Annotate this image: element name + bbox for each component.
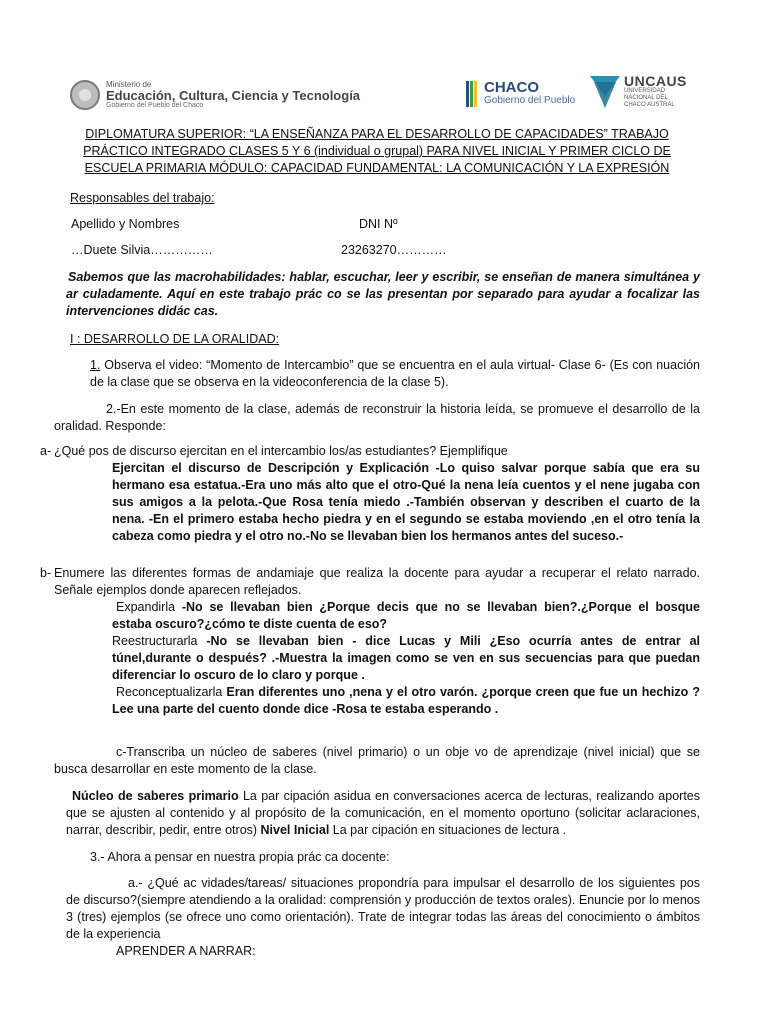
item-3: 3.- Ahora a pensar en nuestra propia prác ca docente: (90, 850, 390, 864)
question-a-text: ¿Qué pos de discurso ejercitan en el intercambio los/as estudiantes? Ejemplifique (54, 444, 508, 458)
chaco-bars-icon (466, 81, 478, 107)
aprender-a-narrar: APRENDER A NARRAR: (116, 944, 256, 958)
question-b: b- Enumere las diferentes formas de andamiaje que realiza la docente para ayudar a recuperar el relato narrado. Señale ejemplos donde aparecen reflejados. (40, 566, 700, 597)
ministry-logo (70, 80, 360, 110)
answer-b-expandirla (54, 599, 700, 633)
answer-b-reestructurarla (54, 633, 700, 684)
answer-b-reconceptualizarla (54, 684, 700, 718)
uncaus-mark-icon (590, 74, 620, 110)
argentina-seal-icon (70, 80, 100, 110)
column-name: Apellido y Nombres (71, 217, 180, 231)
uncaus-logo (590, 74, 687, 110)
uncaus-sub1: UNIVERSIDAD (624, 88, 666, 94)
chaco-gov: Gobierno del Pueblo (484, 95, 576, 106)
nucleo-label: Núcleo de saberes primario (72, 789, 239, 803)
responsables-heading: Responsables del trabajo: (70, 191, 215, 205)
question-c: c-Transcriba un núcleo de saberes (nivel primario) o un obje vo de aprendizaje (nivel inicial) que se busca desarrollar en este momento de la clase. (54, 745, 700, 776)
item-2: 2.-En este momento de la clase, además de reconstruir la historia leída, se promueve el desarrollo de la oralidad. Responde: (54, 402, 700, 433)
chaco-name: CHACO (484, 79, 539, 96)
expandirla-text: -No se llevaban bien ¿Porque decis que no se llevaban bien?.¿Porque el bosque estaba oscuro?¿cómo te diste cuenta de eso? (112, 600, 700, 631)
columns-values (54, 242, 700, 259)
title-line-2: PRÁCTICO INTEGRADO CLASES 5 Y 6 (individual o grupal) PARA NIVEL INICIAL Y PRIMER CICLO DE (83, 144, 671, 158)
item-1 (54, 357, 700, 391)
reestructurarla-label: Reestructurarla (112, 634, 198, 648)
document-body (40, 126, 700, 960)
item-1-number: 1. (90, 358, 101, 372)
nivel-inicial-label: Nivel Inicial (260, 823, 330, 837)
ministry-small: Ministerio de (106, 80, 152, 89)
item-1-text: Observa el video: “Momento de Intercambio” que se encuentra en el aula virtual- Clase 6- (Es con nuación de la clase que se observa en la videoconferencia de la clase 5). (90, 358, 700, 389)
reestructurarla-text: -No se llevaban bien - dice Lucas y Mili ¿Eso ocurría antes de entrar al túnel,durante o después? .-Muestra la imagen como se ven en sus secuencias para que puedan diferenciar lo oscuro de lo claro y porque . (112, 634, 700, 682)
question-b-text: Enumere las diferentes formas de andamiaje que realiza la docente para ayudar a recuperar el relato narrado. Señale ejemplos donde aparecen reflejados. (54, 566, 700, 597)
answer-a: Ejercitan el discurso de Descripción y Explicación -Lo quiso salvar porque sabía que era su hermano esa estatua.-Era uno más alto que el otro-Qué la nena leía cuentos y el nene jugaba con sus amigos a la pelota.-Que Rosa tenía miedo .-También observan y describen el cuarto de la nena. -En el primero estaba hecho piedra y en el segundo se estaba moviendo ,en el otro tenía la cabeza como piedra y el otro no.-No se llevaban bien los hermanos antes del suceso.- (112, 461, 700, 543)
question-a: a- ¿Qué pos de discurso ejercitan en el intercambio los/as estudiantes? Ejemplifique (40, 444, 508, 458)
reconceptualizarla-label: Reconceptualizarla (116, 685, 223, 699)
answer-c (54, 788, 700, 839)
value-dni: 23263270………… (341, 243, 447, 257)
uncaus-name: UNCAUS (624, 73, 687, 89)
reconceptualizarla-text: Eran diferentes uno ,nena y el otro varón. ¿porque creen que fue un hechizo ?Lee una parte del cuento donde dice -Rosa te estaba esperando . (112, 685, 700, 716)
ministry-gov: Gobierno del Pueblo del Chaco (106, 102, 204, 109)
ministry-name: Educación, Cultura, Ciencia y Tecnología (106, 88, 361, 103)
chaco-logo (466, 80, 575, 107)
value-name: …Duete Silvia…………… (71, 243, 213, 257)
uncaus-sub3: CHACO AUSTRAL (624, 101, 675, 108)
section-oralidad-heading: I : DESARROLLO DE LA ORALIDAD: (70, 332, 280, 346)
intro-paragraph: Sabemos que las macrohabilidades: hablar, escuchar, leer y escribir, se enseñan de manera simultánea y ar culadamente. Aquí en este trabajo prác co se las presentan por separado para ayudar a focalizar las intervenciones didác cas. (66, 270, 700, 318)
expandirla-label: Expandirla (116, 600, 176, 614)
columns-header (54, 216, 700, 233)
column-dni: DNI Nº (359, 217, 398, 231)
nucleo-text: La par cipación asidua en conversaciones acerca de lecturas, realizando aportes que se ajusten al contenido y al propósito de la comunicación, en el momento oportuno (solicitar aclaraciones, narrar, describir, pedir, entre otros) (66, 789, 700, 837)
uncaus-sub2: NACIONAL DEL (624, 94, 668, 101)
nivel-inicial-text: La par cipación en situaciones de lectura . (329, 823, 567, 837)
title-line-3: ESCUELA PRIMARIA MÓDULO: CAPACIDAD FUNDAMENTAL: LA COMUNICACIÓN Y LA EXPRESIÓN (84, 161, 670, 175)
document-header (0, 0, 768, 115)
item-3a: a.- ¿Qué ac vidades/tareas/ situaciones propondría para impulsar el desarrollo de los siguientes pos de discurso?(siempre atendiendo a la oralidad: comprensión y producción de textos orales). Enuncie por lo menos 3 (tres) ejemplos (se ofrece uno como orientación). Trate de integrar todas las áreas del conocimiento o ámbitos de la experiencia (66, 876, 700, 941)
title-line-1: DIPLOMATURA SUPERIOR: “LA ENSEÑANZA PARA EL DESARROLLO DE CAPACIDADES” TRABAJO (85, 127, 669, 141)
